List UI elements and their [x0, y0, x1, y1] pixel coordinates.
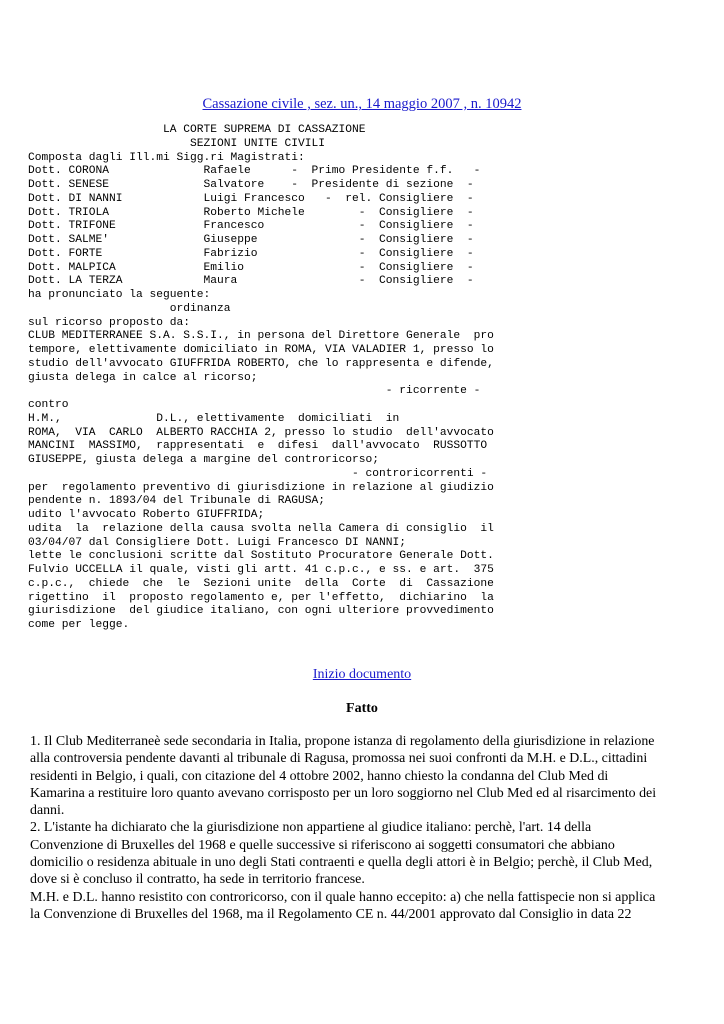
header-line: Fulvio UCCELLA il quale, visti gli artt. 41 c.p.c., e ss. e art. 375 — [28, 564, 494, 576]
header-line: GIUSEPPE, giusta delega a margine del controricorso; — [28, 454, 380, 466]
header-line: rigettino il proposto regolamento e, per l'effetto, dichiarino la — [28, 591, 494, 604]
header-line: udito l'avvocato Roberto GIUFFRIDA; — [28, 509, 265, 521]
header-line: lette le conclusioni scritte dal Sostituto Procuratore Generale Dott. — [28, 550, 494, 563]
header-line: ha pronunciato la seguente: — [28, 289, 211, 301]
body-line: domicilio o residenza abituale in uno degli Stati contraenti e quella degli attori è in Belgio; perchè, il Club Med, — [30, 855, 653, 871]
header-line: giurisdizione del giudice italiano, con ogni ulteriore provvedimento — [28, 605, 494, 618]
header-line: contro — [28, 399, 69, 411]
header-line: ordinanza — [28, 302, 231, 315]
header-line: sul ricorso proposto da: — [28, 316, 191, 329]
body-line: residenti in Belgio, i quali, con citazione del 4 ottobre 2002, hanno chiesto la condanna del Club Med di — [30, 768, 609, 784]
fatto-body-text — [30, 733, 698, 923]
body-line: 1. Il Club Mediterraneè sede secondaria in Italia, propone istanza di regolamento della giurisdizione in relazione — [30, 734, 655, 749]
body-line: Kamarina a restituire loro quanto avevano corrisposto per un loro soggiorno nel Club Med ed al risarcimento dei — [30, 785, 657, 801]
header-line: Dott. LA TERZA Maura - Consigliere - — [28, 275, 474, 288]
header-line: Dott. TRIOLA Roberto Michele - Consigliere - — [28, 206, 474, 219]
document-title-link[interactable]: Cassazione civile , sez. un., 14 maggio 2007 , n. 10942 — [202, 96, 522, 112]
header-line: MANCINI MASSIMO, rappresentati e difesi dall'avvocato RUSSOTTO — [28, 440, 488, 453]
header-line: come per legge. — [28, 619, 130, 631]
body-line: la Convenzione di Bruxelles del 1968, ma il Regolamento CE n. 44/2001 approvato dal Consiglio in data 22 — [30, 906, 632, 922]
header-line: Dott. SENESE Salvatore - Presidente di sezione - — [28, 179, 474, 191]
header-line: H.M., D.L., elettivamente domiciliati in — [28, 412, 400, 425]
body-line: dove si è concluso il contratto, ha sede in territorio francese. — [30, 872, 365, 888]
header-line: tempore, elettivamente domiciliato in ROMA, VIA VALADIER 1, presso lo — [28, 344, 494, 356]
header-line: Dott. DI NANNI Luigi Francesco - rel. Consigliere - — [28, 192, 474, 205]
header-line: c.p.c., chiede che le Sezioni unite della Corte di Cassazione — [28, 577, 494, 590]
body-line: alla controversia pendente davanti al tribunale di Ragusa, promossa nei suoi confronti da M.H. e D.L., cittadini — [30, 751, 648, 767]
header-line: - ricorrente - — [28, 385, 481, 398]
header-line: per regolamento preventivo di giurisdizione in relazione al giudizio — [28, 481, 494, 494]
header-line: Dott. FORTE Fabrizio - Consigliere - — [28, 247, 474, 260]
body-line: 2. L'istante ha dichiarato che la giurisdizione non appartiene al giudice italiano: perchè, l'art. 14 della — [30, 820, 592, 836]
header-line: LA CORTE SUPREMA DI CASSAZIONE — [28, 124, 366, 136]
header-line: Dott. CORONA Rafaele - Primo Presidente f.f. - — [28, 165, 481, 178]
header-preformatted-block — [28, 124, 708, 633]
fatto-heading: Fatto — [346, 701, 378, 716]
header-line: CLUB MEDITERRANEE S.A. S.S.I., in persona del Direttore Generale pro — [28, 330, 494, 343]
header-line: SEZIONI UNITE CIVILI — [28, 137, 326, 150]
header-line: Composta dagli Ill.mi Sigg.ri Magistrati: — [28, 151, 305, 164]
header-line: Dott. TRIFONE Francesco - Consigliere - — [28, 220, 474, 233]
header-line: pendente n. 1893/04 del Tribunale di RAGUSA; — [28, 495, 326, 508]
body-line: danni. — [30, 803, 65, 819]
header-line: 03/04/07 dal Consigliere Dott. Luigi Francesco DI NANNI; — [28, 536, 407, 549]
header-line: studio dell'avvocato GIUFFRIDA ROBERTO, che lo rappresenta e difende, — [28, 357, 494, 370]
header-line: udita la relazione della causa svolta nella Camera di consiglio il — [28, 522, 494, 535]
inizio-documento-link[interactable]: Inizio documento — [312, 667, 412, 682]
header-line: Dott. SALME' Giuseppe - Consigliere - — [28, 234, 474, 246]
header-line: - controricorrenti - — [28, 467, 488, 480]
body-line: Convenzione di Bruxelles del 1968 e quelle successive si riferiscono ai soggetti consumatori che abbiano — [30, 837, 615, 853]
body-line: M.H. e D.L. hanno resistito con controricorso, con il quale hanno eccepito: a) che nella fattispecie non si applica — [30, 889, 656, 905]
header-line: Dott. MALPICA Emilio - Consigliere - — [28, 261, 474, 274]
header-line: giusta delega in calce al ricorso; — [28, 371, 258, 384]
header-line: ROMA, VIA CARLO ALBERTO RACCHIA 2, presso lo studio dell'avvocato — [28, 426, 494, 439]
